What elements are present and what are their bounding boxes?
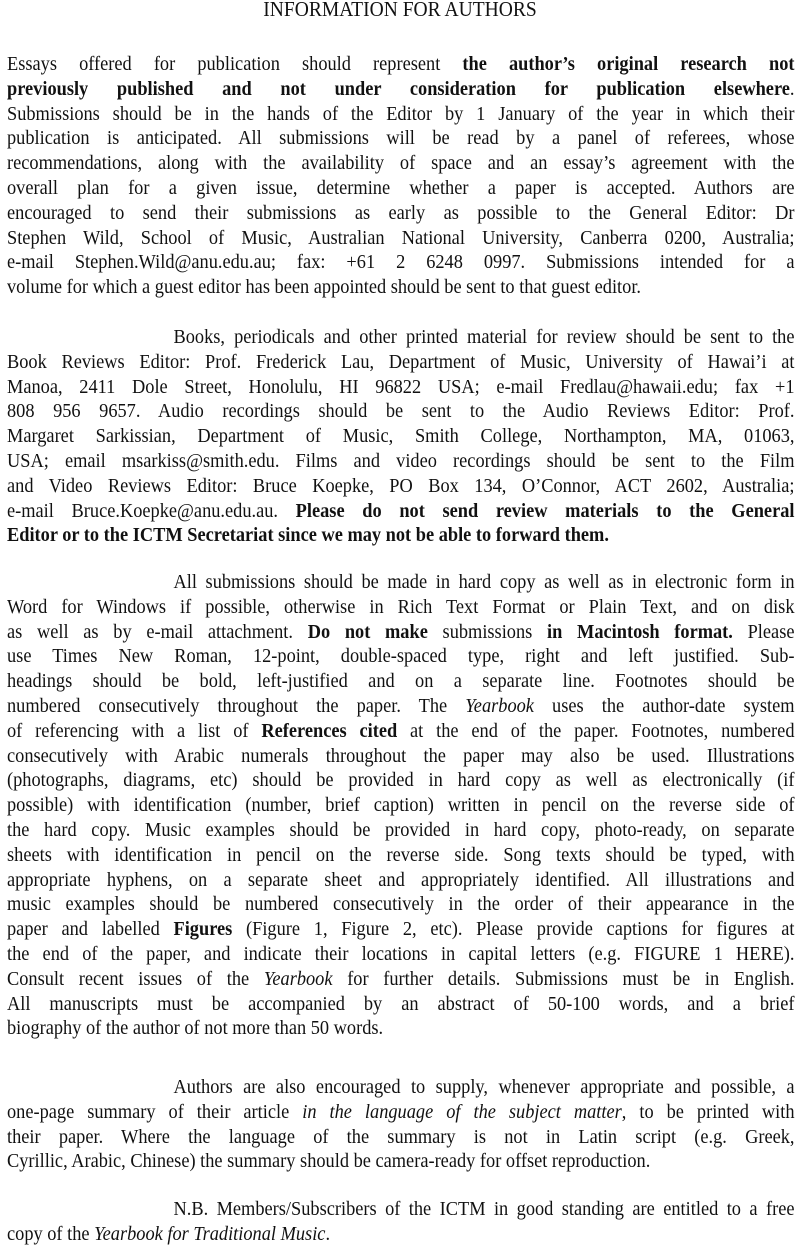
- text-line: [7, 1197, 795, 1222]
- text-run: Consult recent issues of the: [7, 967, 264, 990]
- text-line: [7, 226, 795, 251]
- text-line: [7, 570, 795, 595]
- text-run: , to be printed with: [621, 1100, 795, 1123]
- text-run: headings should be bold, left-justified and on a separate line. Footnotes should be: [7, 670, 795, 693]
- text-line: [7, 1125, 795, 1150]
- text-run: Word for Windows if possible, otherwise in Rich Text Format or Plain Text, and on disk: [7, 595, 795, 618]
- italic-text: in the language of the subject matter: [302, 1100, 622, 1123]
- text-line: [7, 126, 795, 151]
- text-line: [7, 942, 795, 967]
- text-run: Manoa, 2411 Dole Street, Honolulu, HI 96822 USA; e-mail Fredlau@hawaii.edu; fax +1: [7, 375, 795, 398]
- text-run: recommendations, along with the availability of space and an essay’s agreement with the: [7, 152, 795, 175]
- text-run: Book Reviews Editor: Prof. Frederick Lau, Department of Music, University of Hawai’i at: [7, 350, 795, 373]
- text-line: [7, 669, 795, 694]
- text-run: of referencing with a list of: [7, 719, 262, 742]
- italic-text: Yearbook for Traditional Music: [94, 1222, 326, 1245]
- bold-text: Editor or to the ICTM Secretariat since we may not be able to forward them.: [7, 524, 609, 547]
- text-line: [7, 793, 795, 818]
- text-line: [7, 768, 795, 793]
- text-run: their paper. Where the language of the summary is not in Latin script (e.g. Greek,: [7, 1125, 795, 1148]
- text-line: [7, 694, 795, 719]
- text-run: publication is anticipated. All submissions will be read by a panel of referees, whose: [7, 127, 795, 150]
- text-run: as well as by e-mail attachment.: [7, 620, 308, 643]
- text-run: All submissions should be made in hard copy as well as in electronic form in: [173, 571, 795, 593]
- text-run: N.B. Members/Subscribers of the ICTM in good standing are entitled to a free: [173, 1198, 795, 1220]
- text-line: [7, 102, 795, 127]
- text-run: paper and labelled: [7, 918, 174, 941]
- text-run: music examples should be numbered consecutively in the order of their appearance in the: [7, 893, 795, 916]
- bold-text: Please do not send review materials to the General: [295, 499, 795, 522]
- text-run: sheets with identification in pencil on the reverse side. Song texts should be typed, with: [7, 843, 795, 866]
- paragraph-member-note: [7, 1197, 795, 1247]
- text-run: All manuscripts must be accompanied by an abstract of 50-100 words, and a brief: [7, 992, 795, 1015]
- text-run: USA; email msarkiss@smith.edu. Films and video recordings should be sent to the Film: [7, 449, 795, 472]
- page-title: INFORMATION FOR AUTHORS: [263, 0, 537, 21]
- text-line: [7, 644, 795, 669]
- text-run: appropriate hyphens, on a separate sheet and appropriately identified. All illustrations and: [7, 868, 795, 891]
- text-line: [7, 967, 795, 992]
- text-line: [7, 499, 795, 524]
- text-run: Margaret Sarkissian, Department of Music, Smith College, Northampton, MA, 01063,: [7, 425, 795, 448]
- text-run: use Times New Roman, 12-point, double-spaced type, right and left justified. Sub-: [7, 645, 795, 668]
- text-run: submissions: [427, 620, 547, 643]
- text-run: possible) with identification (number, brief caption) written in pencil on the reverse side of: [7, 794, 795, 817]
- text-run: Submissions should be in the hands of the Editor by 1 January of the year in which their: [7, 102, 795, 125]
- text-line: [7, 523, 795, 548]
- text-run: 808 956 9657. Audio recordings should be sent to the Audio Reviews Editor: Prof.: [7, 400, 795, 423]
- text-line: [7, 250, 795, 275]
- paragraph-submission-policy: [7, 52, 795, 300]
- text-run: uses the author-date system: [533, 694, 795, 717]
- bold-text: References cited: [261, 719, 398, 742]
- text-line: [7, 399, 795, 424]
- bold-text: in Macintosh format.: [547, 620, 733, 643]
- text-run: Essays offered for publication should represent: [7, 53, 463, 75]
- text-line: [7, 719, 795, 744]
- text-line: [7, 1016, 795, 1041]
- text-line: [7, 595, 795, 620]
- text-run: copy of the: [7, 1222, 95, 1245]
- paragraph-review-materials: [7, 325, 795, 548]
- text-line: [7, 1149, 795, 1174]
- text-line: [7, 474, 795, 499]
- text-run: at the end of the paper. Footnotes, numbered: [397, 719, 795, 742]
- text-run: e-mail Stephen.Wild@anu.edu.au; fax: +61 2 6248 0997. Submissions intended for a: [7, 251, 795, 274]
- text-run: Books, periodicals and other printed material for review should be sent to the: [173, 326, 795, 348]
- text-line: [7, 77, 795, 102]
- text-line: [7, 424, 795, 449]
- italic-text: Yearbook: [263, 967, 333, 990]
- text-run: biography of the author of not more than 50 words.: [7, 1017, 384, 1040]
- text-line: [7, 818, 795, 843]
- paragraph-summary-language: [7, 1075, 795, 1174]
- bold-text: the author’s original research not: [462, 53, 795, 75]
- text-run: for further details. Submissions must be in English.: [332, 967, 795, 990]
- bold-text: Do not make: [307, 620, 428, 643]
- text-line: [7, 620, 795, 645]
- text-line: [7, 275, 795, 300]
- text-run: the end of the paper, and indicate their locations in capital letters (e.g. FIGURE 1 HERE).: [7, 942, 795, 965]
- bold-text: Figures: [173, 918, 233, 941]
- text-run: Please: [732, 620, 795, 643]
- bold-text: previously published and not under consideration for publication elsewhere: [7, 77, 790, 100]
- text-run: volume for which a guest editor has been appointed should be sent to that guest editor.: [7, 276, 642, 299]
- text-line: [7, 375, 795, 400]
- text-line: [7, 843, 795, 868]
- text-run: .: [789, 77, 795, 100]
- text-line: [7, 151, 795, 176]
- text-run: one-page summary of their article: [7, 1100, 303, 1123]
- text-line: [7, 325, 795, 350]
- italic-text: Yearbook: [465, 694, 534, 717]
- text-run: Authors are also encouraged to supply, whenever appropriate and possible, a: [173, 1076, 795, 1098]
- text-line: [7, 176, 795, 201]
- text-run: Stephen Wild, School of Music, Australian National University, Canberra 0200, Australia;: [7, 226, 795, 249]
- text-run: Cyrillic, Arabic, Chinese) the summary should be camera-ready for offset reproduction.: [7, 1150, 651, 1173]
- text-line: [7, 449, 795, 474]
- text-run: encouraged to send their submissions as early as possible to the General Editor: Dr: [7, 201, 795, 224]
- paragraph-format-guidelines: [7, 570, 795, 1041]
- text-run: consecutively with Arabic numerals throughout the paper may also be used. Illustrations: [7, 744, 795, 767]
- text-line: [7, 992, 795, 1017]
- text-run: e-mail Bruce.Koepke@anu.edu.au.: [7, 499, 296, 522]
- text-line: [7, 868, 795, 893]
- text-run: (Figure 1, Figure 2, etc). Please provide captions for figures at: [232, 918, 795, 941]
- text-line: [7, 892, 795, 917]
- text-line: [7, 1222, 795, 1247]
- text-line: [7, 1075, 795, 1100]
- text-line: [7, 917, 795, 942]
- text-run: numbered consecutively throughout the paper. The: [7, 694, 466, 717]
- text-run: .: [325, 1222, 331, 1245]
- text-line: [7, 744, 795, 769]
- text-line: [7, 1100, 795, 1125]
- text-run: and Video Reviews Editor: Bruce Koepke, PO Box 134, O’Connor, ACT 2602, Australia;: [7, 474, 795, 497]
- text-line: [7, 350, 795, 375]
- text-run: the hard copy. Music examples should be provided in hard copy, photo-ready, on separate: [7, 818, 795, 841]
- text-run: (photographs, diagrams, etc) should be provided in hard copy as well as electronically (if: [7, 769, 795, 792]
- text-line: [7, 52, 795, 77]
- text-line: [7, 201, 795, 226]
- text-run: overall plan for a given issue, determine whether a paper is accepted. Authors are: [7, 176, 795, 199]
